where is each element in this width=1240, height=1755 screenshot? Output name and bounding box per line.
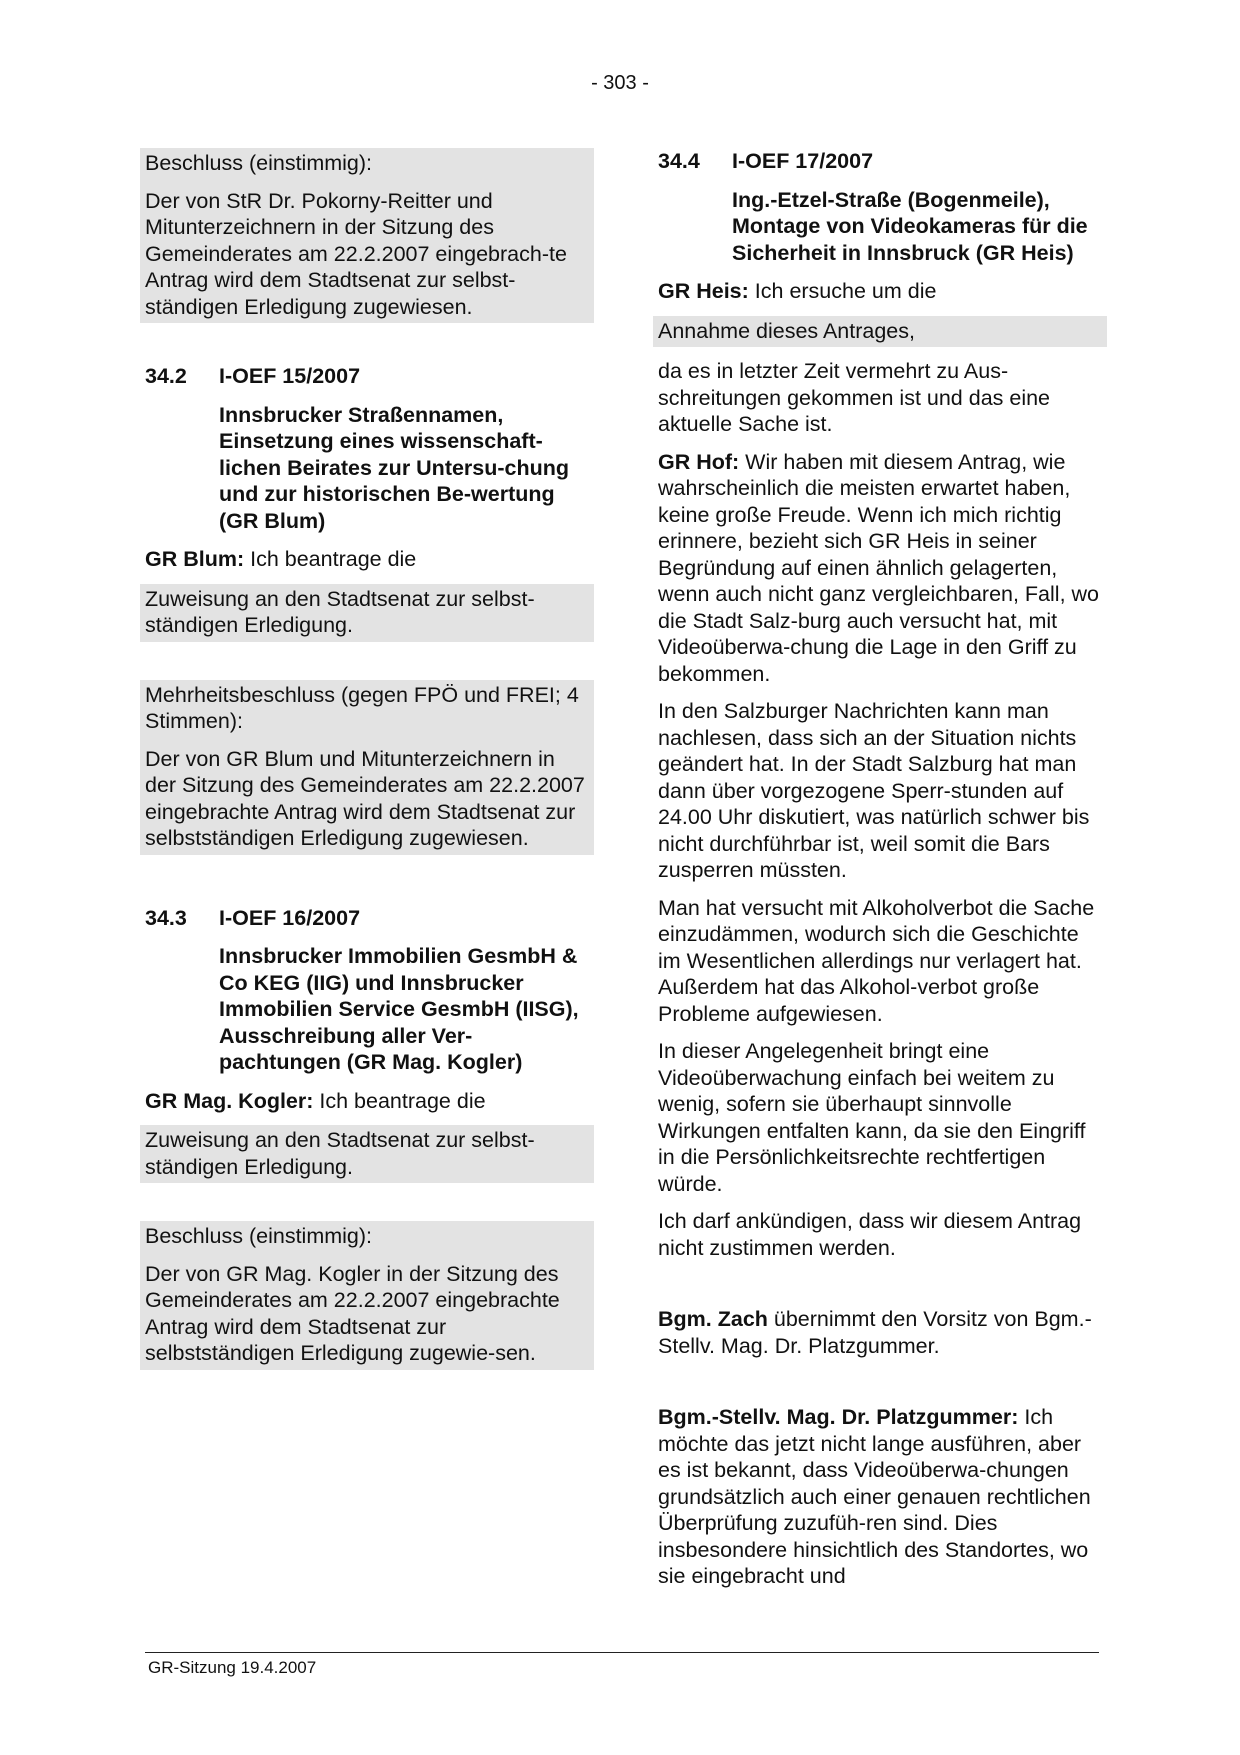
motion-box bbox=[140, 1125, 594, 1183]
decision-text: Der von GR Blum und Mitunterzeichnern in der Sitzung des Gemeinderates am 22.2.2007 eingebrachte Antrag wird dem Stadtsenat zur selbstständigen Erledigung zugewiesen. bbox=[145, 746, 585, 850]
speaker-statement bbox=[658, 278, 1102, 305]
speaker-statement-platzgummer bbox=[658, 1404, 1102, 1590]
speech-text: Ich möchte das jetzt nicht lange ausführen, aber es ist bekannt, dass Videoüberwa-chungen grundsätzlich auch einer genauen rechtlichen Überprüfung zuzufüh-ren sind. Dies insbesondere hinsichtlich des Standortes, wo sie eingebracht und bbox=[658, 1405, 1091, 1588]
item-code: I-OEF 16/2007 bbox=[219, 905, 361, 930]
decision-text: Der von StR Dr. Pokorny-Reitter und Mitunterzeichnern in der Sitzung des Gemeinderates am 22.2.2007 eingebrach-te Antrag wird dem Stadtsenat zur selbst-ständigen Erledigung zugewiesen. bbox=[145, 188, 567, 319]
decision-label: Beschluss (einstimmig): bbox=[145, 1224, 372, 1248]
footer-text: GR-Sitzung 19.4.2007 bbox=[148, 1658, 317, 1677]
right-column bbox=[658, 148, 1102, 1601]
decision-text: Der von GR Mag. Kogler in der Sitzung des Gemeinderates am 22.2.2007 eingebrachte Antrag wird dem Stadtsenat zur selbstständigen Erledigung zugewie-sen. bbox=[145, 1261, 560, 1365]
note-text: übernimmt den Vorsitz von Bgm.-Stellv. Mag. Dr. Platzgummer. bbox=[658, 1307, 1092, 1358]
speech-paragraph: Man hat versucht mit Alkoholverbot die Sache einzudämmen, wodurch sich die Geschichte im Wesentlichen allerdings nur verlagert hat. Außerdem hat das Alkohol-verbot große Probleme aufgewiesen. bbox=[658, 895, 1095, 1026]
decision-box-34-2 bbox=[140, 680, 594, 855]
item-title: Ing.-Etzel-Straße (Bogenmeile), Montage von Videokameras für die Sicherheit in Innsbruck (GR Heis) bbox=[732, 187, 1088, 265]
decision-box-34-1 bbox=[140, 148, 594, 323]
speech-text: Ich beantrage die bbox=[244, 547, 417, 571]
speaker-name: Bgm. Zach bbox=[658, 1307, 768, 1331]
item-number: 34.2 bbox=[145, 364, 187, 388]
item-title: Innsbrucker Straßennamen, Einsetzung eines wissenschaft-lichen Beirates zur Untersu-chung und zur historischen Be-wertung (GR Blum) bbox=[219, 402, 570, 533]
decision-box-34-3 bbox=[140, 1221, 594, 1370]
speech-paragraph: Ich darf ankündigen, dass wir diesem Antrag nicht zustimmen werden. bbox=[658, 1209, 1082, 1260]
left-column bbox=[145, 148, 589, 1370]
speaker-name: GR Heis: bbox=[658, 279, 749, 303]
speaker-statement-hof bbox=[658, 449, 1102, 688]
speech-text: Wir haben mit diesem Antrag, wie wahrscheinlich die meisten erwartet haben, keine große Freude. Wenn ich mich richtig erinnere, bezieht sich GR Heis in seiner Begründung auf einen ähnlich gelagerten, wenn auch nicht ganz vergleichbaren, Fall, wo die Stadt Salz-burg auch versucht hat, mit Videoüberwa-chung die Lage in den Griff zu bekommen. bbox=[658, 449, 1100, 686]
motion-text: Annahme dieses Antrages, bbox=[658, 318, 915, 343]
motion-text: Zuweisung an den Stadtsenat zur selbst-ständigen Erledigung. bbox=[145, 1128, 535, 1179]
motion-box bbox=[653, 316, 1107, 348]
motion-text: Zuweisung an den Stadtsenat zur selbst-ständigen Erledigung. bbox=[145, 586, 535, 637]
chair-change-note bbox=[658, 1306, 1102, 1359]
speaker-statement bbox=[145, 546, 589, 573]
speaker-name: GR Blum: bbox=[145, 547, 245, 571]
item-number: 34.3 bbox=[145, 905, 187, 930]
speech-text: Ich beantrage die bbox=[313, 1088, 486, 1113]
motion-box bbox=[140, 584, 594, 642]
speaker-name: GR Hof: bbox=[658, 449, 740, 474]
agenda-item-34-3-heading bbox=[145, 905, 589, 932]
speaker-name: Bgm.-Stellv. Mag. Dr. Platzgummer: bbox=[658, 1405, 1019, 1429]
footer-divider bbox=[145, 1652, 1099, 1653]
page-number: - 303 - bbox=[591, 72, 649, 94]
speech-continuation: da es in letzter Zeit vermehrt zu Aus-schreitungen gekommen ist und das eine aktuelle Sache ist. bbox=[658, 359, 1051, 436]
decision-label: Beschluss (einstimmig): bbox=[145, 151, 372, 175]
speaker-name: GR Mag. Kogler: bbox=[145, 1088, 314, 1113]
item-code: I-OEF 15/2007 bbox=[219, 364, 361, 388]
agenda-item-34-2-heading bbox=[145, 363, 589, 390]
item-number: 34.4 bbox=[658, 149, 700, 173]
speech-paragraph: In den Salzburger Nachrichten kann man nachlesen, dass sich an der Situation nichts geändert hat. In der Stadt Salzburg hat man dann über vorgezogene Sperr-stunden auf 24.00 Uhr diskutiert, was natürlich schwer bis nicht durchführbar ist, weil somit die Bars zusperren müssten. bbox=[658, 699, 1090, 882]
speaker-statement bbox=[145, 1088, 589, 1115]
agenda-item-34-4-heading bbox=[658, 148, 1102, 175]
speech-text: Ich ersuche um die bbox=[748, 279, 937, 303]
item-title: Innsbrucker Immobilien GesmbH & Co KEG (IIG) und Innsbrucker Immobilien Service GesmbH (IISG), Ausschreibung aller Ver-pachtungen (GR Mag. Kogler) bbox=[219, 944, 579, 1074]
item-code: I-OEF 17/2007 bbox=[732, 149, 874, 173]
speech-paragraph: In dieser Angelegenheit bringt eine Videoüberwachung einfach bei weitem zu wenig, sofern sie überhaupt sinnvolle Wirkungen entfalten kann, da sie den Eingriff in die Persönlichkeitsrechte rechtfertigen würde. bbox=[658, 1039, 1086, 1196]
decision-label: Mehrheitsbeschluss (gegen FPÖ und FREI; 4 Stimmen): bbox=[145, 682, 579, 733]
